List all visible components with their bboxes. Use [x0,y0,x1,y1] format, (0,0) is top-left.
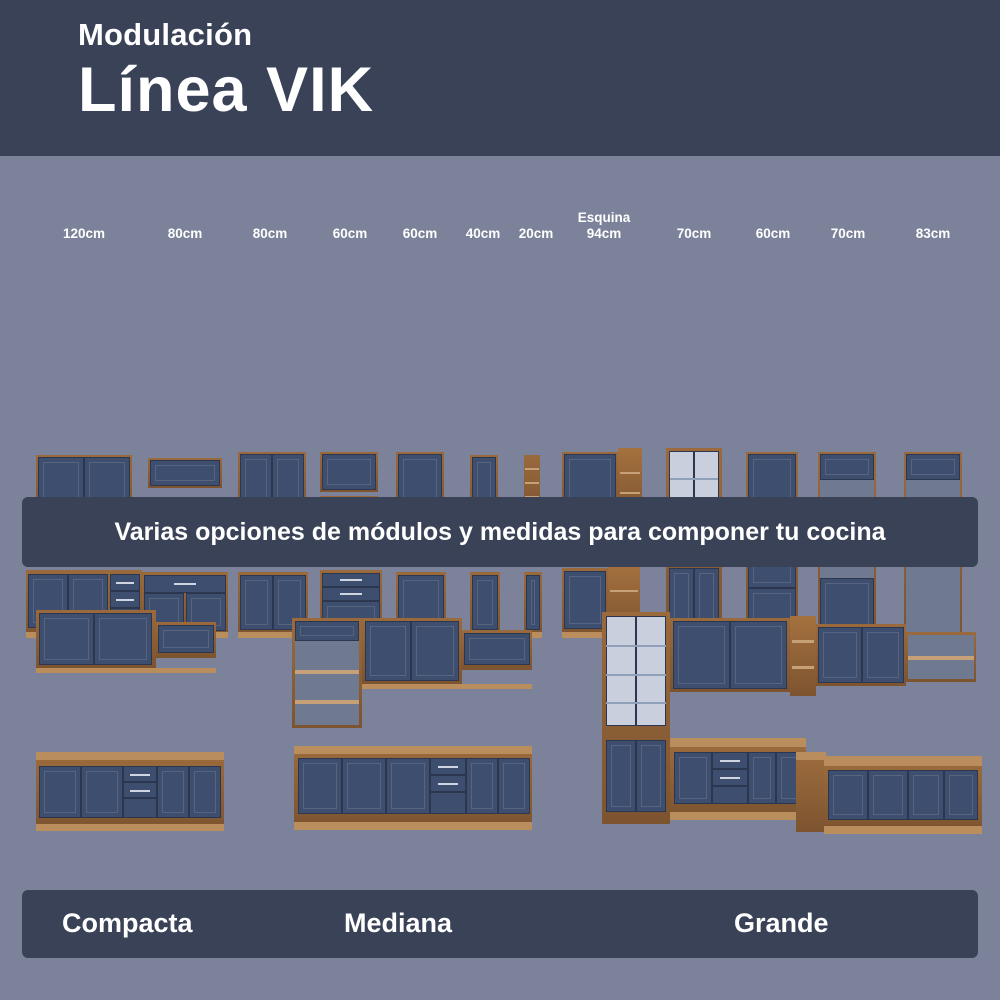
footer-label-mediana: Mediana [344,908,453,938]
feature-banner [22,497,978,567]
module-column-70cm-glass [648,226,740,242]
module-column-120cm [22,226,146,242]
header [0,0,1000,156]
footer-label-compacta: Compacta [62,908,193,938]
page-title: Línea VIK [78,55,375,126]
module-label-line1: Esquina [577,210,631,225]
composition-grande [596,590,986,850]
module-label: 70cm [830,226,866,241]
upper-cabinet-80cm-flip [148,458,222,488]
module-label: 60cm [755,226,791,241]
module-label: 70cm [676,226,712,241]
composition-mediana [292,600,542,850]
header-subtitle: Modulación [78,17,253,52]
module-grid [0,200,1000,460]
module-column-esquina-94cm [556,210,652,241]
module-column-70cm-open [802,226,894,242]
module-label: 80cm [252,226,288,241]
module-label-line2: 94cm [586,225,622,241]
banner-text: Varias opciones de módulos y medidas para componer tu cocina [114,517,886,546]
module-label: 20cm [518,226,554,241]
composition-compacta [22,600,252,850]
module-label: 83cm [915,226,951,241]
module-label: 60cm [402,226,438,241]
module-label: 80cm [167,226,203,241]
composition-footer [22,890,978,958]
module-label: 120cm [62,226,106,241]
footer-label-grande: Grande [734,908,829,938]
module-label: 40cm [465,226,501,241]
composition-row [0,590,1000,860]
module-label: 60cm [332,226,368,241]
module-column-83cm [888,226,978,242]
